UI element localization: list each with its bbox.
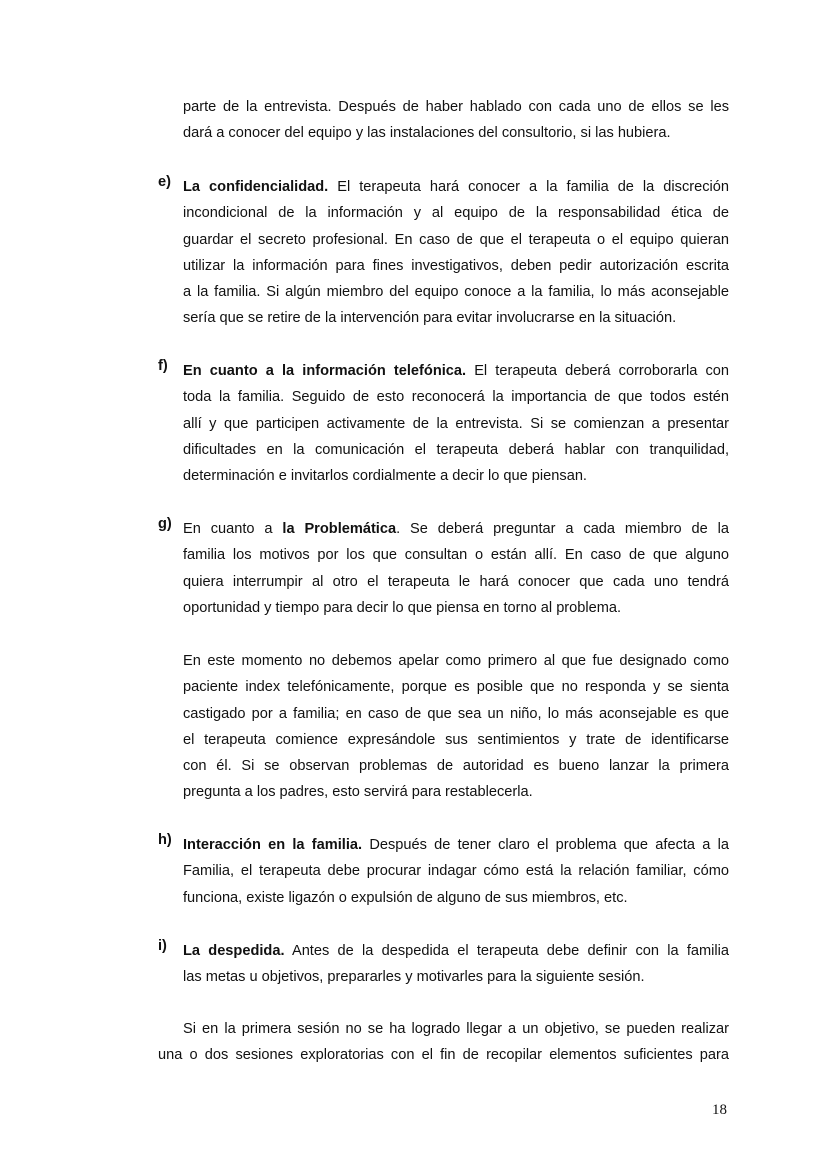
- list-label: e): [158, 174, 171, 190]
- text-segment: castigado por a familia; en caso de que sea un niño, lo más aconsejable es que: [183, 705, 729, 722]
- text-line: [183, 384, 729, 410]
- text-line: [183, 753, 729, 779]
- text-line: [183, 253, 729, 279]
- text-line: [183, 200, 729, 226]
- text-line: [183, 674, 729, 700]
- text-line: [183, 174, 729, 200]
- text-line: [183, 938, 729, 964]
- text-segment: Familia, el terapeuta debe procurar indagar cómo está la relación familiar, cómo: [183, 863, 729, 880]
- text-segment: el terapeuta comience expresándole sus sentimientos y trate de identificarse: [183, 731, 729, 748]
- text-segment: oportunidad y tiempo para decir lo que piensa en torno al problema.: [183, 599, 622, 616]
- text-segment: sería que se retire de la intervención para evitar involucrarse en la situación.: [183, 310, 677, 327]
- text-segment: las metas u objetivos, prepararles y motivarles para la siguiente sesión.: [183, 969, 645, 986]
- text-line: [158, 1016, 729, 1042]
- text-line: [183, 964, 729, 990]
- text-segment: Si en la primera sesión no se ha logrado llegar a un objetivo, se pueden realizar: [183, 1021, 729, 1037]
- item-f-informacion-telefonica: [158, 358, 729, 489]
- bold-heading: En cuanto a la información telefónica.: [183, 363, 467, 379]
- text-segment: El terapeuta deberá corroborarla con: [466, 363, 729, 379]
- text-line: [183, 94, 729, 120]
- text-line: [183, 516, 729, 542]
- text-segment: Después de tener claro el problema que afecta a la: [362, 837, 729, 853]
- text-line: [183, 569, 729, 595]
- text-line: [183, 279, 729, 305]
- text-segment: pregunta a los padres, esto servirá para restablecerla.: [183, 784, 533, 801]
- text-segment: familia los motivos por los que consultan o están allí. En caso de que alguno: [183, 547, 729, 564]
- text-segment: dificultades en la comunicación el terapeuta deberá hablar con tranquilidad,: [183, 441, 729, 458]
- bold-heading: la Problemática: [282, 521, 397, 537]
- text-segment: allí y que participen activamente de la entrevista. Si se comienzan a presentar: [183, 415, 729, 432]
- text-segment: parte de la entrevista. Después de haber hablado con cada uno de ellos se les: [183, 99, 729, 115]
- text-segment: con él. Si se observan problemas de autoridad es bueno lanzar la primera: [183, 758, 729, 775]
- bold-heading: La despedida.: [183, 943, 285, 959]
- text-line: [183, 120, 729, 146]
- text-line: [183, 411, 729, 437]
- text-line: [183, 832, 729, 858]
- text-line: [183, 463, 729, 489]
- text-line: [183, 542, 729, 568]
- text-segment: a la familia. Si algún miembro del equipo conoce a la familia, lo más aconsejable: [183, 284, 729, 301]
- text-segment: quiera interrumpir al otro el terapeuta le hará conocer que cada uno tendrá: [183, 573, 729, 590]
- text-segment: paciente index telefónicamente, porque es posible que no responda y se sienta: [183, 679, 729, 696]
- bold-heading: Interacción en la familia.: [183, 837, 363, 853]
- item-h-interaccion: [158, 832, 729, 911]
- page-number: 18: [712, 1102, 727, 1118]
- text-segment: En cuanto a: [183, 521, 283, 537]
- paragraph-closing: [158, 1016, 729, 1069]
- text-segment: . Se deberá preguntar a cada miembro de la: [396, 521, 730, 537]
- list-label: f): [158, 358, 168, 374]
- text-line: [183, 227, 729, 253]
- text-line: [183, 779, 729, 805]
- text-line: [183, 858, 729, 884]
- text-line: [183, 305, 729, 331]
- text-line: [183, 595, 729, 621]
- text-segment: En este momento no debemos apelar como primero al que fue designado como: [183, 653, 729, 669]
- paragraph-g-continuation: [183, 648, 729, 806]
- text-segment: utilizar la información para fines investigativos, deben pedir autorización escrita: [183, 257, 729, 274]
- text-segment: Antes de la despedida el terapeuta debe definir con la familia: [284, 943, 729, 959]
- text-line: [183, 885, 729, 911]
- text-segment: dará a conocer del equipo y las instalaciones del consultorio, si las hubiera.: [183, 125, 671, 142]
- text-segment: una o dos sesiones exploratorias con el fin de recopilar elementos suficientes para: [158, 1047, 729, 1064]
- item-i-despedida: [158, 938, 729, 991]
- text-line: [183, 701, 729, 727]
- text-segment: El terapeuta hará conocer a la familia de la discreción: [328, 179, 729, 195]
- item-e-confidencialidad: [158, 174, 729, 332]
- text-segment: incondicional de la información y al equipo de la responsabilidad ética de: [183, 205, 729, 222]
- text-segment: toda la familia. Seguido de esto reconocerá la importancia de que todos estén: [183, 389, 729, 406]
- text-line: [183, 648, 729, 674]
- text-line: [183, 727, 729, 753]
- text-segment: funciona, existe ligazón o expulsión de alguno de sus miembros, etc.: [183, 889, 628, 906]
- text-line: [183, 437, 729, 463]
- text-segment: determinación e invitarlos cordialmente a decir lo que piensan.: [183, 468, 587, 485]
- list-label: g): [158, 516, 172, 532]
- text-line: [183, 358, 729, 384]
- list-label: h): [158, 832, 172, 848]
- text-segment: guardar el secreto profesional. En caso de que el terapeuta o el equipo quieran: [183, 231, 729, 248]
- paragraph-continuation: [183, 94, 729, 147]
- bold-heading: La confidencialidad.: [183, 179, 329, 195]
- list-label: i): [158, 938, 167, 954]
- text-line: [158, 1042, 729, 1068]
- item-g-problematica: [158, 516, 730, 621]
